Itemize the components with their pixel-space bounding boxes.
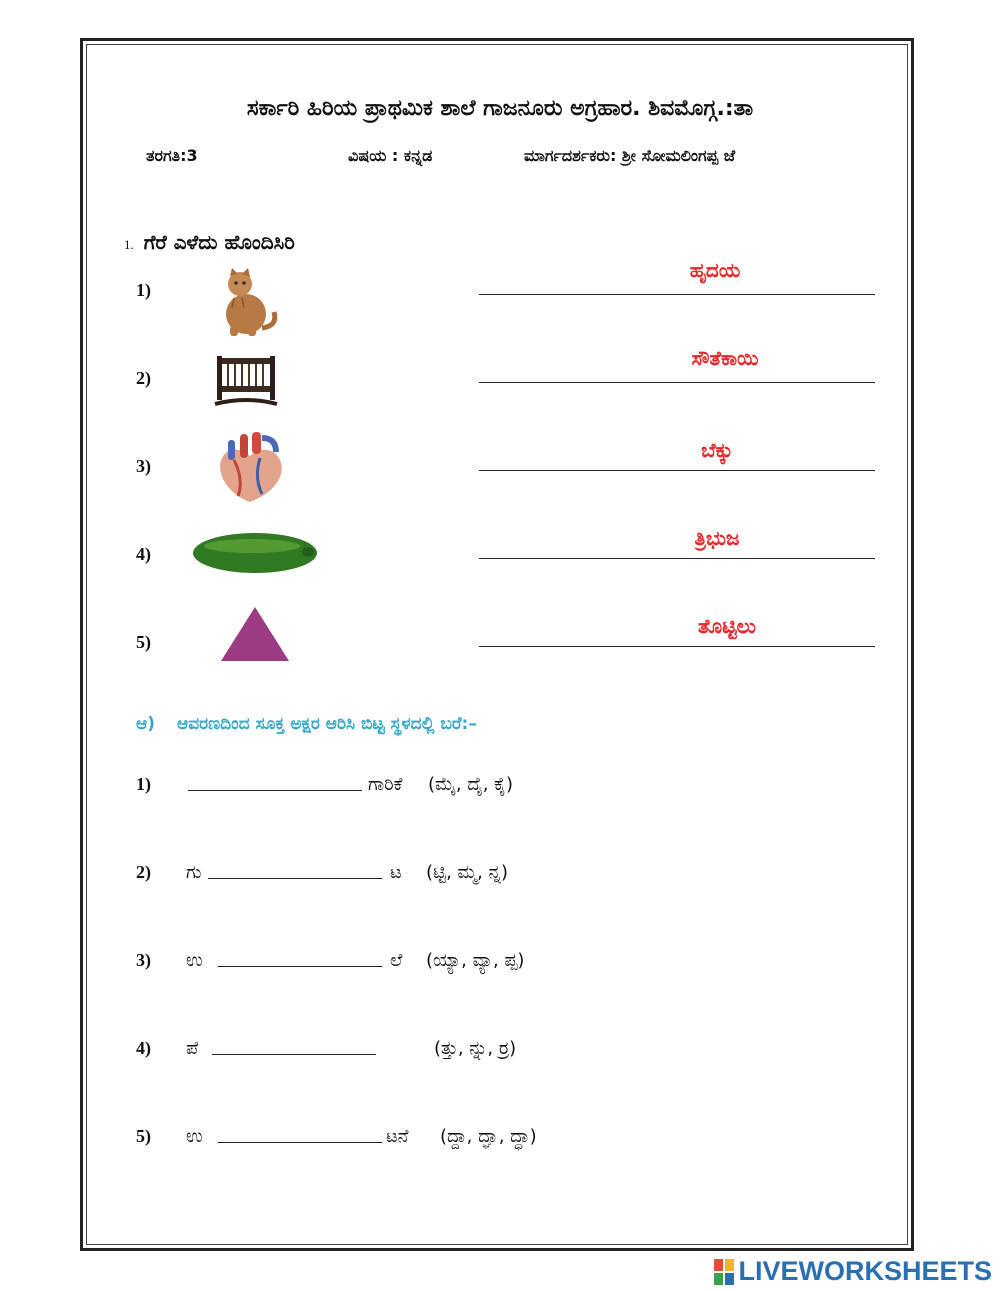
- fill-prefix: ಉ: [186, 1126, 203, 1147]
- match-row-number: 5): [136, 632, 151, 652]
- fill-blank[interactable]: [208, 878, 382, 879]
- section1-heading: [124, 230, 295, 254]
- fill-prefix: ಪೆ: [186, 1038, 199, 1059]
- fill-options: (ಯ್ಯಾ, ವ್ಯಾ, ಪ್ಪ): [426, 950, 525, 971]
- triangle-image: [219, 605, 291, 663]
- section2-mark: ಆ): [136, 714, 155, 734]
- cat-image: [212, 268, 280, 338]
- fill-blank[interactable]: [212, 1054, 376, 1055]
- answer-line[interactable]: [479, 382, 875, 383]
- fill-blank[interactable]: [218, 966, 382, 967]
- cucumber-image: [190, 528, 320, 578]
- fill-blank[interactable]: [188, 790, 362, 791]
- answer-line[interactable]: [479, 294, 875, 295]
- fill-prefix: ಗು: [186, 862, 202, 883]
- guide-label: ಮಾರ್ಗದರ್ಶಕರು: ಶ್ರೀ ಸೋಮಲಿಂಗಪ್ಪ ಜೆ: [524, 146, 736, 165]
- answer-line[interactable]: [479, 558, 875, 559]
- match-row-number: 2): [136, 368, 151, 388]
- match-word: ತೊಟ್ಟಿಲು: [698, 614, 756, 638]
- brand-text: LIVEWORKSHEETS: [738, 1256, 992, 1286]
- fill-row-number: 4): [136, 1038, 151, 1058]
- section1-number: 1.: [124, 237, 134, 252]
- fill-suffix: ಟನೆ: [386, 1126, 409, 1147]
- section2-heading: [136, 714, 477, 734]
- fill-options: (ಮೈ, ದೈ, ಕೈ): [428, 774, 514, 795]
- fill-blank[interactable]: [218, 1142, 382, 1143]
- match-row-number: 4): [136, 544, 151, 564]
- match-word: ಹೃದಯ: [689, 258, 741, 282]
- match-word: ಸೌತೆಕಾಯಿ: [691, 346, 759, 370]
- subject-label: ವಿಷಯ : ಕನ್ನಡ: [348, 146, 433, 165]
- fill-row-number: 1): [136, 774, 151, 794]
- fill-suffix: ಲೆ: [390, 950, 403, 971]
- grade-label: ತರಗತಿ:3: [146, 146, 198, 165]
- match-word: ಬೆಕ್ಕು: [701, 438, 733, 462]
- section2-heading-text: ಆವರಣದಿಂದ ಸೂಕ್ತ ಅಕ್ಷರ ಆರಿಸಿ ಬಿಟ್ಟ ಸ್ಥಳದಲ್ಲಿ ಬರೆ:–: [177, 714, 477, 734]
- fill-row-number: 2): [136, 862, 151, 882]
- fill-prefix: ಉ: [186, 950, 203, 971]
- fill-options: (ತ್ತು, ನ್ನು, ರ್ರ): [434, 1038, 517, 1059]
- answer-line[interactable]: [479, 470, 875, 471]
- fill-row-number: 5): [136, 1126, 151, 1146]
- fill-options: (ಟ್ಟಿ, ಮ್ಮ, ನ್ನ): [426, 862, 508, 883]
- answer-line[interactable]: [479, 646, 875, 647]
- school-title: ಸರ್ಕಾರಿ ಹಿರಿಯ ಪ್ರಾಥಮಿಕ ಶಾಲೆ ಗಾಜನೂರು ಅಗ್ರಹಾರ. ಶಿವಮೊಗ್ಗ.:ತಾ: [246, 96, 754, 121]
- fill-row-number: 3): [136, 950, 151, 970]
- section1-heading-text: ಗೆರೆ ಎಳೆದು ಹೊಂದಿಸಿರಿ: [143, 230, 295, 254]
- fill-suffix: ಗಾರಿಕೆ: [368, 774, 403, 795]
- fill-options: (ದ್ದಾ, ದ್ಘಾ, ದ್ಧಾ): [440, 1126, 537, 1147]
- liveworksheets-icon: [714, 1259, 734, 1285]
- liveworksheets-logo[interactable]: [714, 1256, 992, 1287]
- match-row-number: 1): [136, 280, 151, 300]
- match-word: ತ್ರಿಭುಜ: [694, 526, 740, 550]
- heart-image: [214, 430, 286, 506]
- match-row-number: 3): [136, 456, 151, 476]
- fill-suffix: ಟ: [390, 862, 402, 883]
- cradle-image: [213, 352, 279, 410]
- page-border-inner: [86, 44, 908, 1245]
